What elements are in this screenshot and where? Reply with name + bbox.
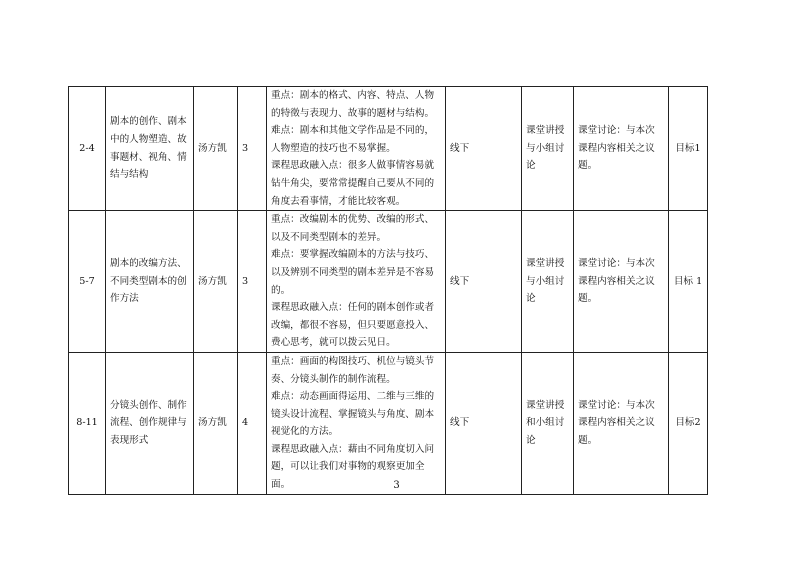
- goal-cell: 目标 1: [669, 211, 708, 353]
- key-point: 重点：剧本的格式、内容、特点、人物的特徵与表现力、故事的题材与结构。: [271, 90, 435, 119]
- content-cell: 剧本的改编方法、不同类型剧本的创作方法: [106, 211, 194, 353]
- difficulty-point: 难点：剧本和其他文学作品是不同的，人物塑造的技巧也不易掌握。: [271, 125, 435, 154]
- key-point: 重点：改编剧本的优势、改编的形式、以及不同类型剧本的差异。: [271, 214, 435, 243]
- difficulty-point: 难点：动态画面得运用、二维与三维的镜头设计流程、掌握镜头与角度、剧本视觉化的方法。: [271, 391, 435, 438]
- goal-cell: 目标1: [669, 87, 708, 211]
- table-row: [69, 352, 708, 494]
- table-row: [69, 211, 708, 353]
- week-cell: 8-11: [69, 352, 106, 494]
- ideology-point: 课程思政融入点：任何的剧本创作或者改编，都很不容易，但只要愿意投入、费心思考，就可以拨云见日。: [271, 302, 435, 349]
- ideology-point: 课程思政融入点：很多人做事情容易就钻牛角尖，要常常提醒自己要从不同的角度去看事情，才能比较客观。: [271, 160, 435, 207]
- key-points-cell: [267, 352, 446, 494]
- method-cell: 课堂讲授与小组讨论: [522, 211, 574, 353]
- hours-cell: 3: [238, 211, 267, 353]
- content-cell: 剧本的创作、剧本中的人物塑造、故事题材、视角、情结与结构: [106, 87, 194, 211]
- key-point: 重点：画面的构图技巧、机位与镜头节奏、分镜头制作的制作流程。: [271, 355, 435, 385]
- teacher-cell: 汤方凯: [194, 352, 238, 494]
- content-cell: 分镜头创作、制作流程、创作规律与表现形式: [106, 352, 194, 494]
- discussion-cell: 课堂讨论：与本次课程内容相关之议题。: [574, 87, 669, 211]
- teacher-cell: 汤方凯: [194, 87, 238, 211]
- week-cell: 5-7: [69, 211, 106, 353]
- teacher-cell: 汤方凯: [194, 211, 238, 353]
- method-cell: 课堂讲授与小组讨论: [522, 87, 574, 211]
- difficulty-point: 难点：要掌握改编剧本的方法与技巧、以及辨别不同类型的剧本差异是不容易的。: [271, 249, 435, 296]
- mode-cell: 线下: [446, 211, 522, 353]
- key-points-cell: [267, 87, 446, 211]
- discussion-cell: 课堂讨论：与本次课程内容相关之议题。: [574, 211, 669, 353]
- discussion-cell: 课堂讨论：与本次课程内容相关之议题。: [574, 352, 669, 494]
- hours-cell: 4: [238, 352, 267, 494]
- page-number: 3: [393, 480, 400, 491]
- mode-cell: 线下: [446, 87, 522, 211]
- goal-cell: 目标2: [669, 352, 708, 494]
- week-cell: 2-4: [69, 87, 106, 211]
- key-points-cell: [267, 211, 446, 353]
- ideology-point: 课程思政融入点：藉由不同角度切入问题，可以让我们对事物的观察更加全面。: [271, 443, 435, 491]
- course-schedule-table: [68, 86, 708, 495]
- method-cell: 课堂讲授和小组讨论: [522, 352, 574, 494]
- hours-cell: 3: [238, 87, 267, 211]
- mode-cell: 线下: [446, 352, 522, 494]
- table-row: [69, 87, 708, 211]
